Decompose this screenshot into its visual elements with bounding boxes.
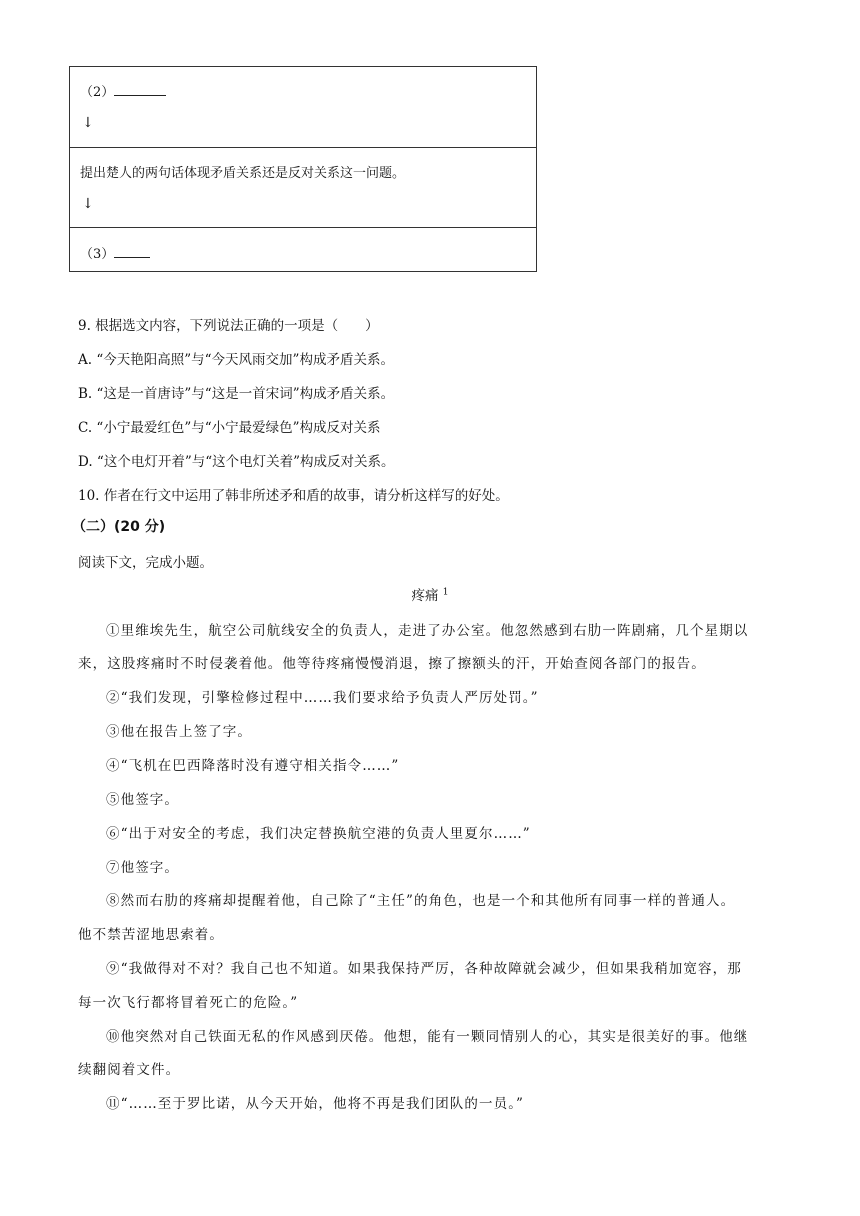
answer-blank-2[interactable] [114, 84, 166, 96]
passage-title-text: 疼痛 [411, 588, 439, 604]
down-arrow-icon: ↓ [82, 196, 94, 212]
passage-title [0, 584, 860, 604]
passage-line: ⑩他突然对自己铁面无私的作风感到厌倦。他想，能有一颗同情别人的心，其实是很美好的事。他继 [106, 1029, 749, 1045]
section-instruction: 阅读下文，完成小题。 [78, 555, 213, 571]
passage-line: ⑧然而右肋的疼痛却提醒着他，自己除了“主任”的角色，也是一个和其他所有同事一样的普通人。 [106, 893, 736, 909]
flow-cell-2-label: （2） [80, 85, 115, 100]
passage-line: ①里维埃先生，航空公司航线安全的负责人，走进了办公室。他忽然感到右肋一阵剧痛，几个星期以 [106, 623, 749, 639]
passage-line: ⑨“我做得对不对？我自己也不知道。如果我保持严厉，各种故障就会减少，但如果我稍加宽容，那 [106, 961, 742, 977]
passage-title-footnote: 1 [442, 587, 449, 598]
flow-cell-2-line [80, 81, 166, 100]
passage-line: ⑪“……至于罗比诺，从今天开始，他将不再是我们团队的一员。” [106, 1096, 525, 1112]
passage-line: ③他在报告上签了字。 [106, 724, 252, 740]
question-9-option-d[interactable]: D. “这个电灯开着”与“这个电灯关着”构成反对关系。 [78, 454, 395, 470]
question-10-stem: 10. 作者在行文中运用了韩非所述矛和盾的故事，请分析这样写的好处。 [78, 488, 509, 504]
flow-cell-2 [70, 67, 536, 147]
question-9-option-c[interactable]: C. “小宁最爱红色”与“小宁最爱绿色”构成反对关系 [78, 420, 381, 436]
flow-chart-box [69, 66, 537, 272]
down-arrow-icon: ↓ [82, 115, 94, 131]
passage-line: ⑥“出于对安全的考虑，我们决定替换航空港的负责人里夏尔……” [106, 826, 531, 842]
passage-line: ②“我们发现，引擎检修过程中……我们要求给予负责人严厉处罚。” [106, 690, 539, 706]
passage-line: ④“飞机在巴西降落时没有遵守相关指令……” [106, 758, 400, 774]
section-heading: （二）(20 分) [72, 519, 166, 535]
flow-cell-3-line [80, 243, 150, 262]
passage-line: ⑤他签字。 [106, 792, 179, 808]
passage-line: 每一次飞行都将冒着死亡的危险。” [78, 995, 299, 1011]
answer-blank-3[interactable] [114, 246, 150, 258]
flow-cell-question [70, 147, 536, 227]
question-9-option-b[interactable]: B. “这是一首唐诗”与“这是一首宋词”构成矛盾关系。 [78, 386, 395, 402]
flow-cell-question-text: 提出楚人的两句话体现矛盾关系还是反对关系这一问题。 [80, 166, 406, 181]
passage-line: ⑦他签字。 [106, 860, 179, 876]
flow-cell-3 [70, 227, 536, 271]
passage-line: 他不禁苦涩地思索着。 [78, 927, 224, 943]
question-9-option-a[interactable]: A. “今天艳阳高照”与“今天风雨交加”构成矛盾关系。 [78, 352, 394, 368]
passage-line: 续翻阅着文件。 [78, 1062, 181, 1078]
question-9-stem: 9. 根据选文内容，下列说法正确的一项是（ ） [78, 318, 379, 334]
passage-line: 来，这股疼痛时不时侵袭着他。他等待疼痛慢慢消退，擦了擦额头的汗，开始查阅各部门的报告。 [78, 656, 706, 672]
flow-cell-3-label: （3） [80, 247, 115, 262]
